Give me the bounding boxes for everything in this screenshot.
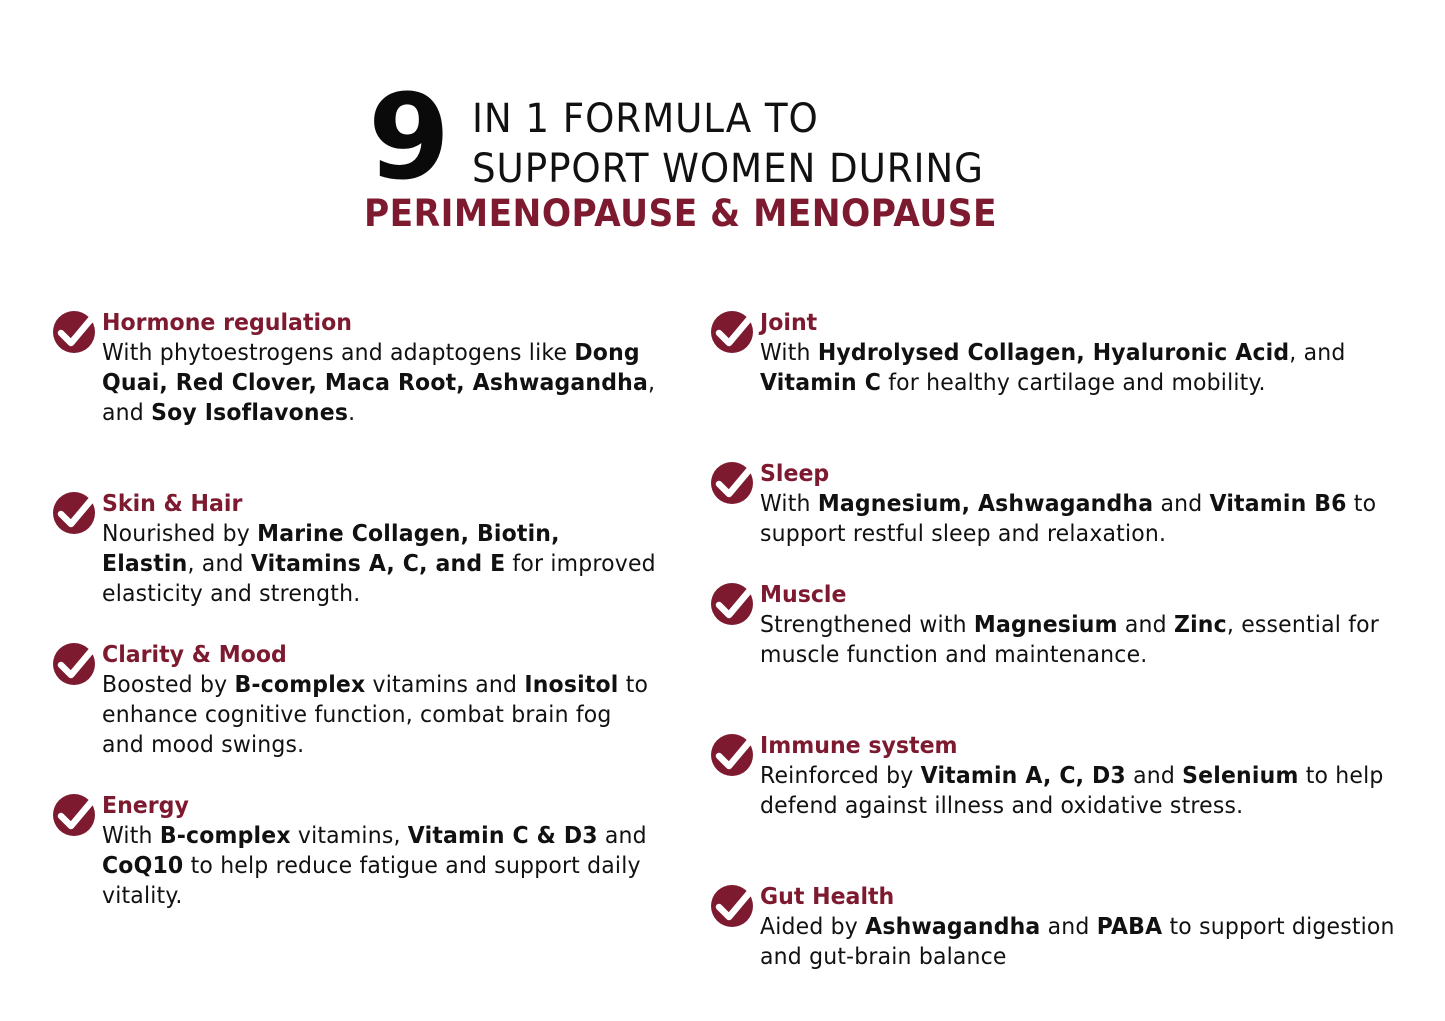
description-text: and <box>1040 914 1097 940</box>
ingredient-highlight: Vitamin A, C, D3 <box>920 763 1126 789</box>
benefit-description <box>760 338 1409 398</box>
ingredient-highlight: Magnesium, Ashwagandha <box>817 491 1154 517</box>
benefit-title: Clarity & Mood <box>102 642 287 668</box>
ingredient-highlight: Soy Isoflavones <box>151 400 349 427</box>
check-circle-icon <box>710 308 758 356</box>
benefit-title: Hormone regulation <box>102 310 352 336</box>
headline-line-1: IN 1 FORMULA TO <box>472 96 819 142</box>
benefit-item <box>710 731 1440 821</box>
ingredient-highlight: Vitamin C & D3 <box>407 823 598 849</box>
check-circle-icon <box>52 640 100 688</box>
description-text: for healthy cartilage and mobility. <box>881 370 1266 397</box>
description-text: to support restful sleep and relaxation. <box>760 491 1377 548</box>
description-text: vitamins, <box>290 823 408 849</box>
description-text: Boosted by <box>102 672 235 698</box>
benefit-item <box>710 882 1440 972</box>
ingredient-highlight: Vitamin B6 <box>1209 491 1347 517</box>
check-circle-icon <box>710 580 758 628</box>
description-text: and <box>597 823 647 849</box>
description-text: With phytoestrogens and adaptogens like <box>102 340 575 366</box>
benefit-description <box>760 761 1409 821</box>
benefit-item <box>710 308 1440 398</box>
benefit-description <box>102 519 656 610</box>
description-text: and <box>1125 763 1183 789</box>
ingredient-highlight: Selenium <box>1182 763 1299 789</box>
description-text: Reinforced by <box>760 763 921 789</box>
headline-line-2: SUPPORT WOMEN DURING <box>472 146 984 192</box>
ingredient-highlight: Inositol <box>524 672 619 698</box>
ingredient-highlight: Ashwagandha <box>865 914 1041 940</box>
check-circle-icon <box>710 731 758 779</box>
description-text: , and <box>102 370 656 427</box>
ingredient-highlight: Dong Quai, Red Clover, Maca Root, Ashwagandha <box>102 340 648 397</box>
ingredient-highlight: Hydrolysed Collagen, Hyaluronic Acid <box>817 340 1290 366</box>
description-text: Strengthened with <box>760 612 974 638</box>
ingredient-highlight: Zinc <box>1173 612 1227 638</box>
description-text: vitamins and <box>365 672 525 698</box>
ingredient-highlight: Magnesium <box>973 612 1118 638</box>
description-text: , and <box>187 551 251 578</box>
benefit-item <box>52 640 682 761</box>
description-text: to support digestion and gut-brain balance <box>760 914 1395 971</box>
check-circle-icon <box>52 308 100 356</box>
benefit-title: Sleep <box>760 461 830 487</box>
check-circle-icon <box>52 489 100 537</box>
check-circle-icon <box>710 882 758 930</box>
ingredient-highlight: Marine Collagen, Biotin, Elastin <box>102 521 560 578</box>
ingredient-highlight: B-complex <box>159 823 291 849</box>
benefit-item <box>710 580 1440 670</box>
benefit-description <box>102 821 656 912</box>
benefit-title: Energy <box>102 793 189 819</box>
description-text: With <box>760 340 818 366</box>
headline-subtitle: PERIMENOPAUSE & MENOPAUSE <box>364 192 997 235</box>
description-text: to help reduce fatigue and support daily vitality. <box>102 853 641 910</box>
benefit-title: Skin & Hair <box>102 491 243 517</box>
description-text: With <box>102 823 160 849</box>
ingredient-highlight: CoQ10 <box>102 853 184 880</box>
check-circle-icon <box>52 791 100 839</box>
description-text: and <box>1153 491 1210 517</box>
benefit-item <box>52 791 682 912</box>
headline-number: 9 <box>368 68 449 206</box>
check-circle-icon <box>710 459 758 507</box>
benefit-description <box>102 670 656 761</box>
description-text: for improved elasticity and strength. <box>102 551 656 608</box>
benefit-title: Joint <box>760 310 818 336</box>
benefit-description <box>760 912 1409 972</box>
ingredient-highlight: B-complex <box>234 672 366 698</box>
ingredient-highlight: PABA <box>1096 914 1163 940</box>
description-text: to enhance cognitive function, combat brain fog and mood swings. <box>102 672 649 759</box>
benefit-description <box>760 610 1409 670</box>
ingredient-highlight: Vitamin C <box>760 370 882 397</box>
description-text: Aided by <box>760 914 866 940</box>
benefit-item <box>710 459 1440 549</box>
description-text: Nourished by <box>102 521 258 547</box>
description-text: . <box>348 400 356 427</box>
description-text: , and <box>1289 340 1346 366</box>
description-text: With <box>760 491 818 517</box>
description-text: , essential for muscle function and maintenance. <box>760 612 1379 669</box>
headline <box>472 94 984 194</box>
benefit-title: Gut Health <box>760 884 895 910</box>
benefit-description <box>102 338 656 429</box>
ingredient-highlight: Vitamins A, C, and E <box>250 551 506 578</box>
description-text: and <box>1117 612 1174 638</box>
header <box>362 68 1092 242</box>
benefit-title: Immune system <box>760 733 958 759</box>
benefit-item <box>52 489 682 610</box>
benefit-item <box>52 308 682 429</box>
description-text: to help defend against illness and oxidative stress. <box>760 763 1384 820</box>
benefit-title: Muscle <box>760 582 847 608</box>
benefit-description <box>760 489 1409 549</box>
